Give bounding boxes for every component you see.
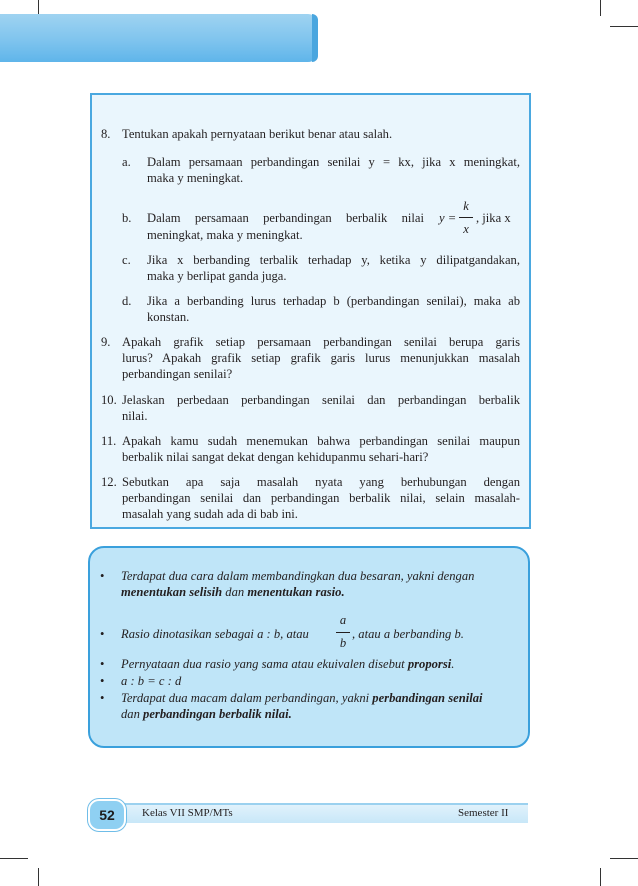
crop-mark bbox=[610, 858, 638, 859]
q8d-line1: Jika a berbanding lurus terhadap b (perbandingan senilai), maka ab bbox=[147, 294, 520, 308]
q8d-line2: konstan. bbox=[147, 310, 190, 324]
question-8-number: 8. bbox=[101, 127, 111, 141]
q8b-line2: meningkat, maka y meningkat. bbox=[147, 228, 303, 242]
q8c-line1: Jika x berbanding terbalik terhadap y, ketika y dilipatgandakan, bbox=[147, 253, 520, 267]
summary-b5-line1 bbox=[121, 690, 483, 706]
question-11-number: 11. bbox=[101, 434, 117, 448]
summary-b2-denominator: b bbox=[339, 636, 347, 650]
q8a-label: a. bbox=[122, 155, 131, 169]
footer-semester: Semester II bbox=[458, 807, 509, 819]
summary-b2-post: , atau a berbanding b. bbox=[352, 627, 464, 641]
summary-b3 bbox=[121, 656, 454, 672]
question-10-line1: Jelaskan perbedaan perbandingan senilai dan perbandingan berbalik bbox=[122, 393, 520, 407]
q8c-line2: maka y berlipat ganda juga. bbox=[147, 269, 287, 283]
question-11-line1: Apakah kamu sudah menemukan bahwa perbandingan senilai maupun bbox=[122, 434, 520, 448]
q8b-eq-tail: , jika x bbox=[476, 211, 511, 225]
question-10-line2: nilai. bbox=[122, 409, 148, 423]
summary-fraction-bar bbox=[336, 632, 350, 633]
summary-b4: a : b = c : d bbox=[121, 674, 182, 688]
summary-b5-line2 bbox=[121, 706, 292, 722]
q8b-line1: Dalam persamaan perbandingan berbalik nilai bbox=[147, 211, 424, 225]
question-11-line2: berbalik nilai sangat dekat dengan kehidupanmu sehari-hari? bbox=[122, 450, 429, 464]
q8b-label: b. bbox=[122, 211, 132, 225]
bullet: • bbox=[100, 674, 105, 688]
question-9-number: 9. bbox=[101, 335, 111, 349]
question-10-number: 10. bbox=[101, 393, 117, 407]
summary-b1-mid: dan bbox=[222, 585, 248, 599]
question-9-line1: Apakah grafik setiap persamaan perbandingan senilai berupa garis bbox=[122, 335, 520, 349]
crop-mark bbox=[38, 868, 39, 886]
q8b-eq-lhs: y = bbox=[439, 211, 457, 225]
bullet: • bbox=[100, 569, 105, 583]
summary-b3-pre: Pernyataan dua rasio yang sama atau ekuivalen disebut bbox=[121, 657, 408, 671]
crop-mark bbox=[600, 868, 601, 886]
page-number: 52 bbox=[99, 807, 115, 823]
q8b-eq-numerator: k bbox=[463, 199, 469, 213]
question-9-line3: perbandingan senilai? bbox=[122, 367, 233, 381]
q8a-line1: Dalam persamaan perbandingan senilai y = kx, jika x meningkat, bbox=[147, 155, 520, 169]
q8d-label: d. bbox=[122, 294, 132, 308]
summary-b5-bold1: perbandingan senilai bbox=[372, 691, 483, 705]
crop-mark bbox=[0, 858, 28, 859]
summary-b1-line2 bbox=[121, 584, 345, 600]
page-number-badge bbox=[88, 799, 126, 831]
summary-b5-bold2: perbandingan berbalik nilai. bbox=[143, 707, 292, 721]
header-band bbox=[0, 14, 318, 62]
summary-b3-post: . bbox=[451, 657, 455, 671]
summary-b5-line2-pre: dan bbox=[121, 707, 144, 721]
summary-b2-numerator: a bbox=[339, 613, 347, 627]
summary-b5-pre: Terdapat dua macam dalam perbandingan, yakni bbox=[121, 691, 373, 705]
bullet: • bbox=[100, 627, 105, 641]
summary-b1-bold2: menentukan rasio. bbox=[247, 585, 345, 599]
question-12-number: 12. bbox=[101, 475, 117, 489]
crop-mark bbox=[600, 0, 601, 16]
question-9-line2: lurus? Apakah grafik setiap grafik garis lurus menunjukkan masalah bbox=[122, 351, 520, 365]
summary-b1-bold1: menentukan selisih bbox=[121, 585, 223, 599]
q8b-fraction-bar bbox=[459, 217, 473, 218]
summary-b3-bold: proporsi bbox=[407, 657, 452, 671]
footer-book-title: Kelas VII SMP/MTs bbox=[142, 807, 233, 819]
q8b-eq-denominator: x bbox=[463, 222, 469, 236]
summary-b1-line1: Terdapat dua cara dalam membandingkan dua besaran, yakni dengan bbox=[121, 569, 475, 583]
q8c-label: c. bbox=[122, 253, 131, 267]
question-12-line2: perbandingan senilai dan perbandingan berbalik nilai, selain masalah- bbox=[122, 491, 520, 505]
crop-mark bbox=[610, 26, 638, 27]
bullet: • bbox=[100, 691, 105, 705]
question-12-line3: masalah yang sudah ada di bab ini. bbox=[122, 507, 298, 521]
bullet: • bbox=[100, 657, 105, 671]
q8a-line2: maka y meningkat. bbox=[147, 171, 244, 185]
question-12-line1: Sebutkan apa saja masalah nyata yang berhubungan dengan bbox=[122, 475, 520, 489]
question-8-text: Tentukan apakah pernyataan berikut benar atau salah. bbox=[122, 127, 393, 141]
summary-b2-pre: Rasio dinotasikan sebagai a : b, atau bbox=[121, 627, 309, 641]
